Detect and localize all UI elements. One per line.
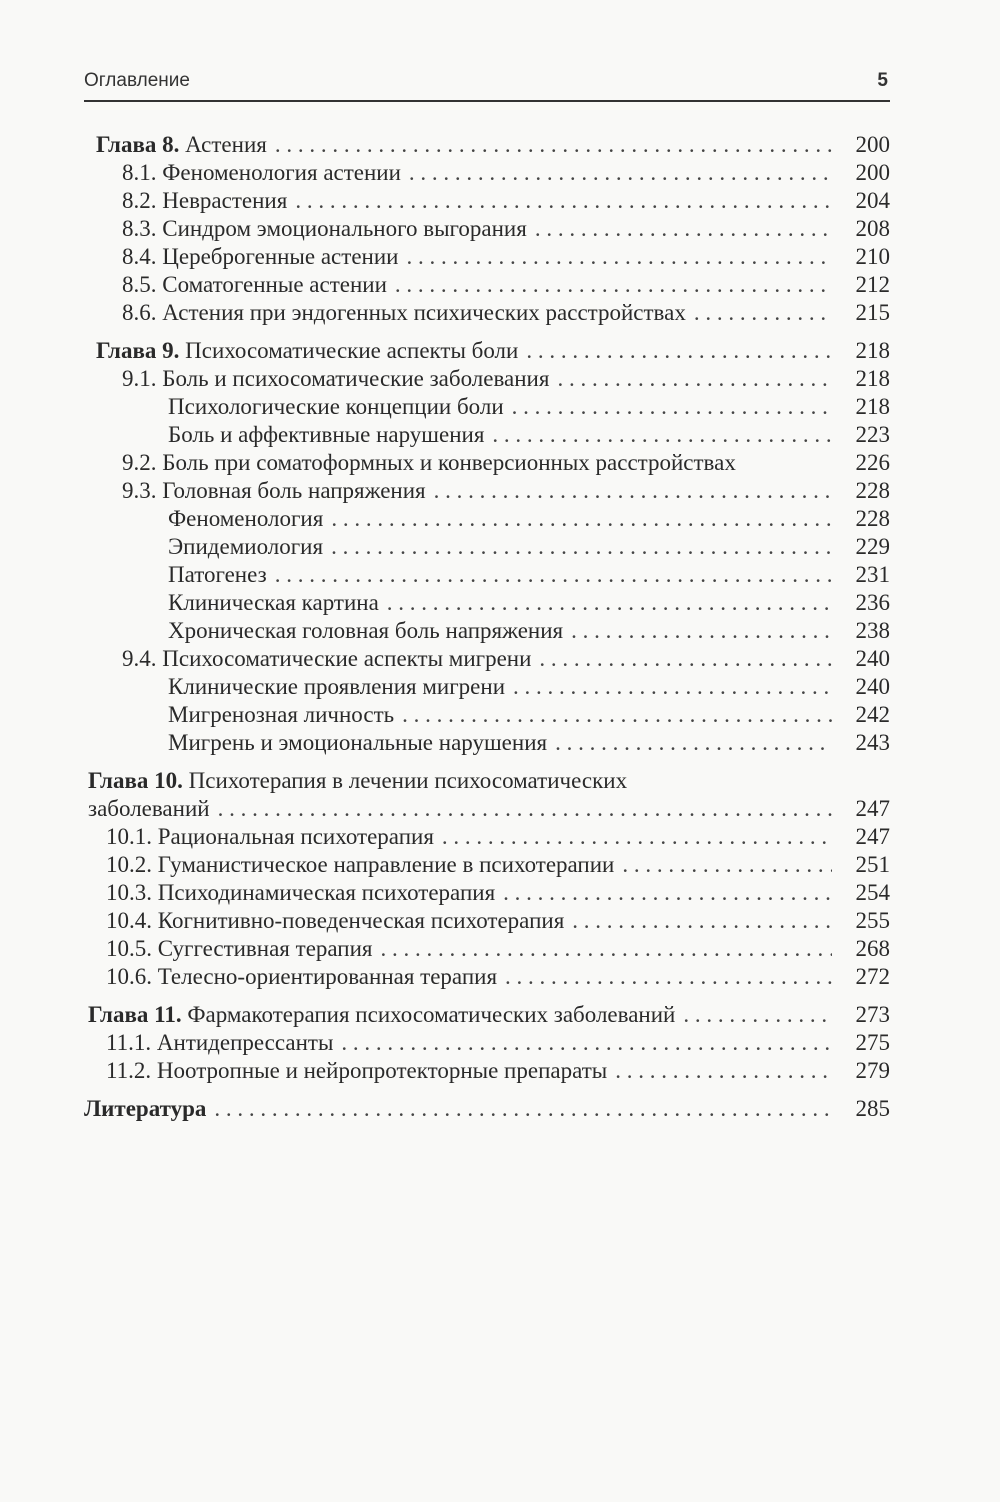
toc-title-text: заболеваний bbox=[88, 796, 210, 821]
dot-leader bbox=[526, 337, 832, 365]
toc-entry[interactable] bbox=[84, 271, 890, 299]
toc-page-number: 240 bbox=[855, 674, 890, 699]
toc-page-number: 273 bbox=[855, 1002, 890, 1027]
dot-leader bbox=[381, 935, 833, 963]
toc-entry[interactable] bbox=[84, 159, 890, 187]
toc-entry[interactable] bbox=[84, 1095, 890, 1123]
toc-entry-title bbox=[122, 159, 401, 187]
toc-title-text: 11.2. Ноотропные и нейропротекторные препараты bbox=[106, 1058, 608, 1083]
toc-title-text: 10.4. Когнитивно-поведенческая психотерапия bbox=[106, 908, 565, 933]
toc-title-text: Феноменология bbox=[168, 506, 324, 531]
toc-entry[interactable] bbox=[84, 935, 890, 963]
toc-page-number: 212 bbox=[855, 272, 890, 297]
toc-entry-title bbox=[122, 187, 287, 215]
toc-title-text: 8.1. Феноменология астении bbox=[122, 160, 401, 185]
toc-title-text: Мигренозная личность bbox=[168, 702, 395, 727]
toc-entry[interactable] bbox=[84, 421, 890, 449]
dot-leader bbox=[395, 271, 832, 299]
toc-entry-title bbox=[168, 393, 504, 421]
toc-title-text: 8.3. Синдром эмоционального выгорания bbox=[122, 216, 527, 241]
toc-entry-title bbox=[106, 851, 614, 879]
dot-leader bbox=[503, 879, 832, 907]
toc-entry[interactable] bbox=[84, 823, 890, 851]
toc-title-text: 8.4. Цереброгенные астении bbox=[122, 244, 399, 269]
toc-entry[interactable] bbox=[84, 561, 890, 589]
dot-leader bbox=[218, 795, 832, 823]
dot-leader bbox=[512, 393, 832, 421]
dot-leader bbox=[331, 505, 832, 533]
toc-page-number: 223 bbox=[855, 422, 890, 447]
toc-entry-title bbox=[96, 337, 518, 365]
toc-entry[interactable] bbox=[84, 701, 890, 729]
toc-entry-title bbox=[106, 1029, 333, 1057]
toc-entry[interactable] bbox=[84, 673, 890, 701]
toc-entry-title bbox=[168, 561, 267, 589]
toc-page-number: 210 bbox=[855, 244, 890, 269]
dot-leader bbox=[295, 187, 832, 215]
toc-title-text: 11.1. Антидепрессанты bbox=[106, 1030, 334, 1055]
table-of-contents bbox=[84, 131, 890, 1123]
toc-entry-title bbox=[106, 935, 373, 963]
toc-page-number: 285 bbox=[855, 1096, 890, 1121]
dot-leader bbox=[387, 589, 832, 617]
toc-chapter-prefix: Глава 8. bbox=[96, 132, 180, 157]
toc-entry-title bbox=[168, 589, 379, 617]
toc-entry[interactable] bbox=[84, 879, 890, 907]
dot-leader bbox=[683, 1001, 832, 1029]
toc-entry[interactable] bbox=[84, 243, 890, 271]
toc-entry[interactable] bbox=[84, 1029, 890, 1057]
toc-title-text: Клинические проявления мигрени bbox=[168, 674, 506, 699]
dot-leader bbox=[535, 215, 832, 243]
toc-page-number: 200 bbox=[855, 132, 890, 157]
toc-entry-title bbox=[122, 365, 549, 393]
toc-page-number: 218 bbox=[855, 338, 890, 363]
toc-title-text: Боль и аффективные нарушения bbox=[168, 422, 485, 447]
toc-page-number: 243 bbox=[855, 730, 890, 755]
toc-entry[interactable] bbox=[84, 645, 890, 673]
toc-entry[interactable] bbox=[84, 505, 890, 533]
toc-chapter-prefix: Литература bbox=[84, 1096, 207, 1121]
toc-entry[interactable] bbox=[84, 851, 890, 879]
toc-title-text: Хроническая головная боль напряжения bbox=[168, 618, 564, 643]
dot-leader bbox=[492, 421, 832, 449]
toc-page-number: 231 bbox=[855, 562, 890, 587]
toc-page-number: 279 bbox=[855, 1058, 890, 1083]
running-title: Оглавление bbox=[84, 70, 190, 91]
toc-title-text: 10.5. Суггестивная терапия bbox=[106, 936, 373, 961]
toc-entry-title bbox=[88, 795, 210, 823]
dot-leader bbox=[331, 533, 832, 561]
dot-leader bbox=[442, 823, 832, 851]
toc-entry[interactable] bbox=[84, 617, 890, 645]
toc-entry-title bbox=[168, 617, 563, 645]
toc-entry-title bbox=[106, 907, 564, 935]
toc-entry-title bbox=[88, 1001, 675, 1029]
toc-entry[interactable] bbox=[84, 589, 890, 617]
toc-page-number: 255 bbox=[855, 908, 890, 933]
toc-title-text: Психологические концепции боли bbox=[168, 394, 504, 419]
toc-entry[interactable] bbox=[84, 299, 890, 327]
toc-entry-title bbox=[106, 963, 497, 991]
toc-entry[interactable] bbox=[84, 729, 890, 757]
toc-page-number: 238 bbox=[855, 618, 890, 643]
toc-chapter-prefix: Глава 9. bbox=[96, 338, 180, 363]
dot-leader bbox=[615, 1057, 832, 1085]
toc-entry[interactable] bbox=[84, 767, 890, 795]
toc-title-text: Патогенез bbox=[168, 562, 267, 587]
toc-entry-title bbox=[106, 1057, 607, 1085]
toc-page-number: 268 bbox=[855, 936, 890, 961]
toc-page-number: 218 bbox=[855, 366, 890, 391]
dot-leader bbox=[434, 477, 832, 505]
dot-leader bbox=[557, 365, 832, 393]
toc-entry[interactable] bbox=[84, 477, 890, 505]
toc-entry-title bbox=[122, 215, 527, 243]
dot-leader bbox=[214, 1095, 832, 1123]
toc-page-number: 247 bbox=[855, 796, 890, 821]
toc-entry[interactable] bbox=[84, 1001, 890, 1029]
toc-title-text: 8.5. Соматогенные астении bbox=[122, 272, 387, 297]
dot-leader bbox=[409, 159, 832, 187]
toc-page-number: 229 bbox=[855, 534, 890, 559]
toc-entry-title bbox=[168, 421, 484, 449]
dot-leader bbox=[402, 701, 832, 729]
toc-entry[interactable] bbox=[84, 963, 890, 991]
toc-page-number: 275 bbox=[855, 1030, 890, 1055]
toc-page-number: 251 bbox=[855, 852, 890, 877]
toc-title-text: 10.6. Телесно-ориентированная терапия bbox=[106, 964, 498, 989]
toc-entry[interactable] bbox=[84, 449, 890, 477]
toc-entry[interactable] bbox=[84, 1057, 890, 1085]
toc-title-text: Фармакотерапия психосоматических заболеваний bbox=[181, 1002, 676, 1027]
toc-entry-title bbox=[122, 645, 531, 673]
toc-entry-title bbox=[168, 729, 547, 757]
toc-entry-title bbox=[106, 823, 434, 851]
toc-page-number: 218 bbox=[855, 394, 890, 419]
dot-leader bbox=[341, 1029, 832, 1057]
dot-leader bbox=[513, 673, 832, 701]
toc-entry-title bbox=[122, 271, 387, 299]
toc-entry-title bbox=[122, 477, 426, 505]
toc-entry-title bbox=[168, 505, 323, 533]
toc-page-number: 272 bbox=[855, 964, 890, 989]
toc-title-text: Психотерапия в лечении психосоматических bbox=[182, 768, 628, 793]
toc-title-text: 9.1. Боль и психосоматические заболевания bbox=[122, 366, 550, 391]
dot-leader bbox=[622, 851, 832, 879]
toc-page-number: 240 bbox=[855, 646, 890, 671]
toc-entry[interactable] bbox=[84, 131, 890, 159]
dot-leader bbox=[539, 645, 832, 673]
toc-entry[interactable] bbox=[84, 795, 890, 823]
toc-entry-title bbox=[122, 299, 686, 327]
toc-entry[interactable] bbox=[84, 187, 890, 215]
toc-entry[interactable] bbox=[84, 533, 890, 561]
toc-title-text: Психосоматические аспекты боли bbox=[179, 338, 519, 363]
toc-page-number: 215 bbox=[855, 300, 890, 325]
dot-leader bbox=[694, 299, 832, 327]
toc-page-number: 226 bbox=[855, 450, 890, 475]
dot-leader bbox=[505, 963, 832, 991]
dot-leader bbox=[572, 907, 832, 935]
toc-entry-title bbox=[122, 449, 736, 477]
toc-title-text: 9.4. Психосоматические аспекты мигрени bbox=[122, 646, 532, 671]
toc-title-text: Мигрень и эмоциональные нарушения bbox=[168, 730, 548, 755]
toc-title-text: 8.6. Астения при эндогенных психических расстройствах bbox=[122, 300, 686, 325]
toc-entry-title bbox=[168, 533, 323, 561]
toc-page-number: 228 bbox=[855, 478, 890, 503]
toc-title-text: Астения bbox=[179, 132, 267, 157]
toc-entry-title bbox=[122, 243, 398, 271]
toc-title-text: 8.2. Неврастения bbox=[122, 188, 288, 213]
toc-entry-title bbox=[168, 673, 505, 701]
toc-chapter-prefix: Глава 10. bbox=[88, 768, 183, 793]
toc-page-number: 228 bbox=[855, 506, 890, 531]
dot-leader bbox=[275, 131, 832, 159]
toc-page-number: 204 bbox=[855, 188, 890, 213]
running-head bbox=[84, 66, 890, 102]
toc-title-text: 10.1. Рациональная психотерапия bbox=[106, 824, 434, 849]
toc-page-number: 236 bbox=[855, 590, 890, 615]
toc-entry[interactable] bbox=[84, 393, 890, 421]
toc-entry[interactable] bbox=[84, 907, 890, 935]
toc-entry-title bbox=[96, 131, 267, 159]
toc-page-number: 200 bbox=[855, 160, 890, 185]
dot-leader bbox=[571, 617, 832, 645]
toc-page-number: 242 bbox=[855, 702, 890, 727]
toc-entry-title bbox=[88, 767, 627, 795]
toc-page-number: 208 bbox=[855, 216, 890, 241]
toc-title-text: 9.2. Боль при соматоформных и конверсионных расстройствах bbox=[122, 450, 736, 475]
toc-entry-title bbox=[168, 701, 394, 729]
dot-leader bbox=[555, 729, 832, 757]
toc-page-number: 247 bbox=[855, 824, 890, 849]
dot-leader bbox=[406, 243, 832, 271]
toc-title-text: 10.3. Психодинамическая психотерапия bbox=[106, 880, 496, 905]
toc-page-number: 254 bbox=[855, 880, 890, 905]
toc-entry[interactable] bbox=[84, 365, 890, 393]
toc-entry[interactable] bbox=[84, 337, 890, 365]
toc-entry-title bbox=[84, 1095, 206, 1123]
toc-entry[interactable] bbox=[84, 215, 890, 243]
toc-entry-title bbox=[106, 879, 495, 907]
toc-title-text: 9.3. Головная боль напряжения bbox=[122, 478, 426, 503]
toc-title-text: Клиническая картина bbox=[168, 590, 379, 615]
dot-leader bbox=[275, 561, 832, 589]
toc-title-text: Эпидемиология bbox=[168, 534, 324, 559]
toc-title-text: 10.2. Гуманистическое направление в психотерапии bbox=[106, 852, 615, 877]
page-number: 5 bbox=[877, 70, 888, 91]
toc-chapter-prefix: Глава 11. bbox=[88, 1002, 182, 1027]
